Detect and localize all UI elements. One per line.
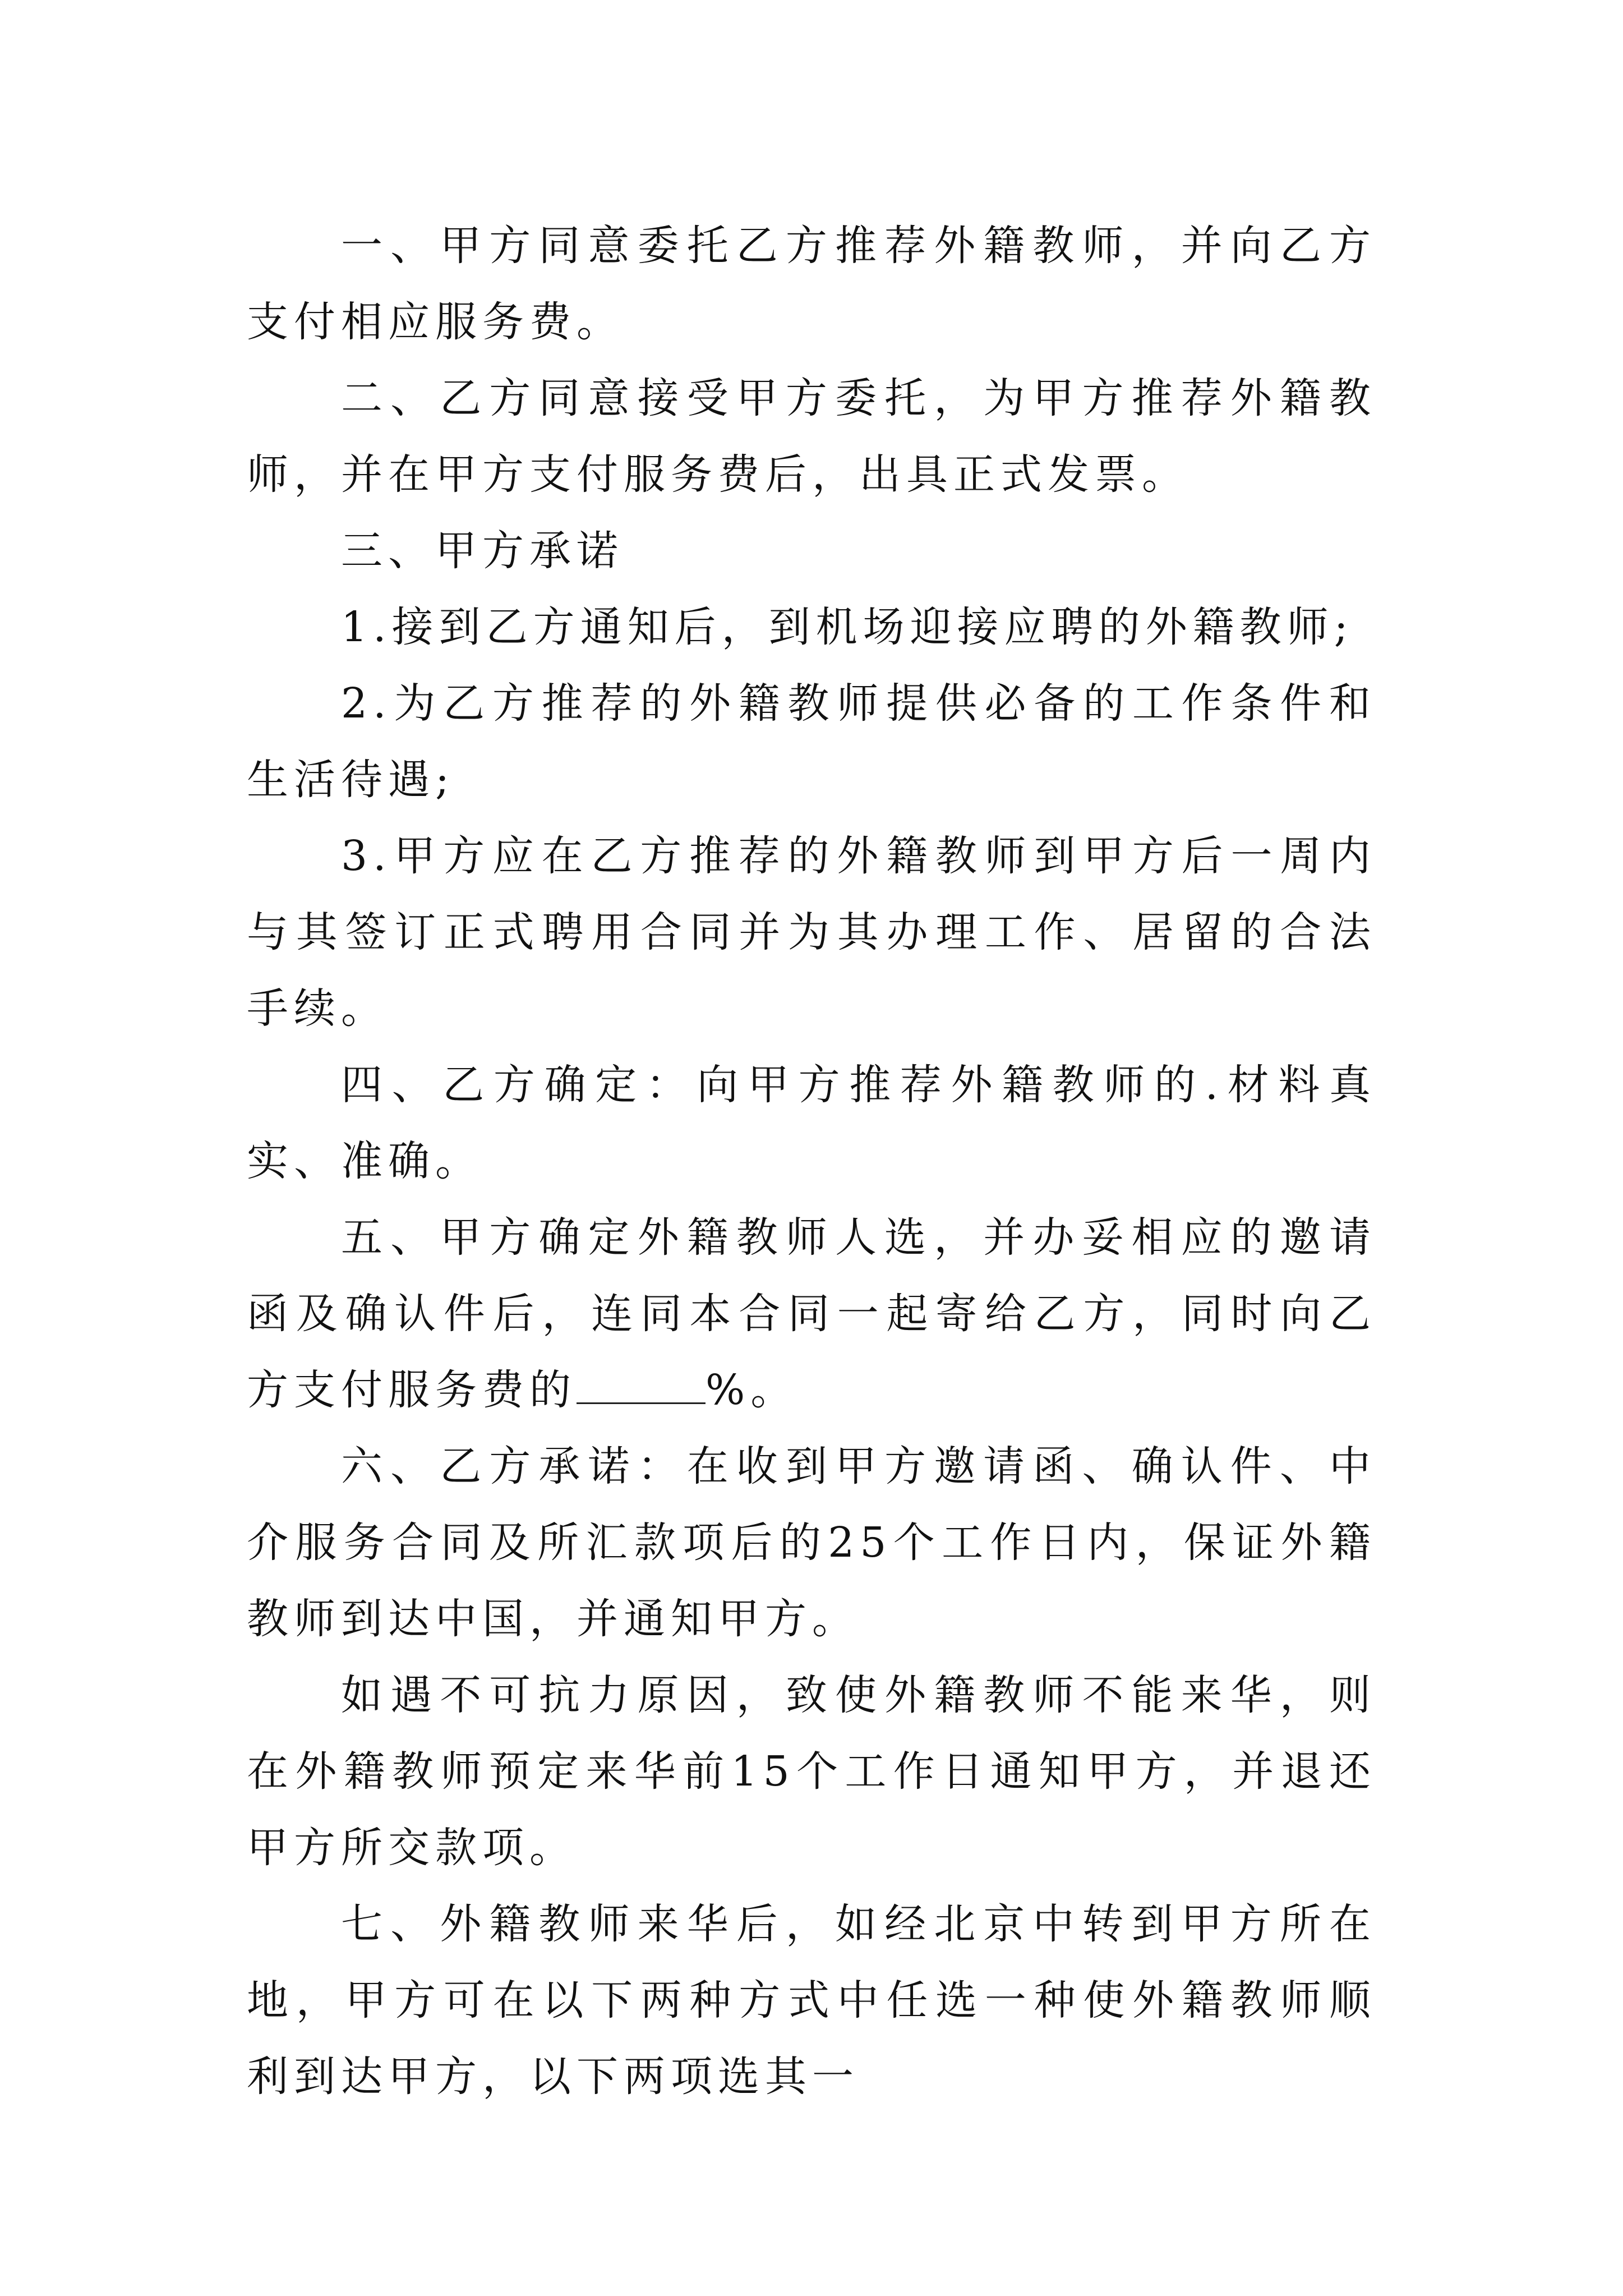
force-majeure-clause: 如遇不可抗力原因，致使外籍教师不能来华，则在外籍教师预定来华前15个工作日通知甲方，并退还甲方所交款项。 bbox=[247, 1671, 1376, 1872]
clause-four: 四、乙方确定：向甲方推荐外籍教师的.材料真实、准确。 bbox=[247, 1061, 1376, 1185]
percentage-blank-line bbox=[577, 1369, 706, 1404]
clause-three-item-1: 1.接到乙方通知后，到机场迎接应聘的外籍教师; bbox=[341, 603, 1354, 651]
clause-three-item-2: 2.为乙方推荐的外籍教师提供必备的工作条件和生活待遇; bbox=[247, 679, 1376, 804]
clause-five-suffix: %。 bbox=[706, 1366, 798, 1414]
clause-three-heading: 三、甲方承诺 bbox=[341, 527, 624, 575]
clause-two: 二、乙方同意接受甲方委托，为甲方推荐外籍教师，并在甲方支付服务费后，出具正式发票。 bbox=[247, 374, 1376, 499]
clause-three-item-3: 3.甲方应在乙方推荐的外籍教师到甲方后一周内与其签订正式聘用合同并为其办理工作、居留的合法手续。 bbox=[247, 832, 1376, 1033]
clause-six: 六、乙方承诺：在收到甲方邀请函、确认件、中介服务合同及所汇款项后的25个工作日内，保证外籍教师到达中国，并通知甲方。 bbox=[247, 1442, 1376, 1643]
clause-five bbox=[247, 1199, 1376, 1428]
clause-seven: 七、外籍教师来华后，如经北京中转到甲方所在地，甲方可在以下两种方式中任选一种使外籍教师顺利到达甲方，以下两项选其一 bbox=[247, 1900, 1376, 2101]
document-body bbox=[247, 208, 1376, 2115]
clause-five-text: 五、甲方确定外籍教师人选，并办妥相应的邀请函及确认件后，连同本合同一起寄给乙方，同时向乙方支付服务费的 bbox=[247, 1213, 1376, 1414]
clause-one: 一、甲方同意委托乙方推荐外籍教师，并向乙方支付相应服务费。 bbox=[247, 222, 1376, 346]
